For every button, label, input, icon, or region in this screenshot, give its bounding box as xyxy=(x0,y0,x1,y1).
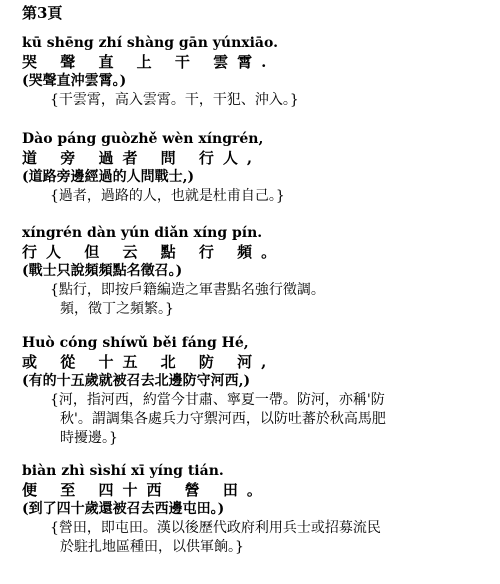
annotation-line: {營田，即屯田。漢以後歷代政府利用兵士或招募流民 xyxy=(50,520,381,536)
annotation xyxy=(22,519,492,557)
annotation-line: {干雲霄，高入雲霄。干，干犯、沖入。} xyxy=(50,92,299,108)
verse-block xyxy=(22,224,492,319)
modern-translation: (哭聲直沖雲霄。) xyxy=(22,73,127,89)
annotation xyxy=(22,281,492,319)
annotation-line: 頻，徵丁之頻繁。} xyxy=(60,301,174,317)
modern-translation: (有的十五歲就被召去北邊防守河西,) xyxy=(22,373,251,389)
annotation xyxy=(22,391,492,448)
annotation-line: 於駐扎地區種田，以供軍餉。} xyxy=(60,539,244,555)
hanzi-line: 道 旁 過者 問 行人, xyxy=(22,149,262,167)
annotation-line: {河，指河西，約當今甘肅、寧夏一帶。防河，亦稱'防 xyxy=(50,392,385,408)
annotation-line: {點行，即按戶籍編造之軍書點名強行徵調。 xyxy=(50,282,325,298)
pinyin-line: Dào páng guòzhě wèn xíngrén, xyxy=(22,131,264,147)
annotation-line: 時擾邊。} xyxy=(60,430,118,446)
modern-translation: (到了四十歲還被召去西邊屯田。) xyxy=(22,501,225,517)
modern-translation: (道路旁邊經過的人問戰士,) xyxy=(22,169,195,185)
hanzi-line: 便 至 四十西 營 田。 xyxy=(22,481,271,499)
annotation xyxy=(22,187,492,206)
verse-block xyxy=(22,34,492,110)
pinyin-line: biàn zhì sìshí xī yíng tián. xyxy=(22,463,224,479)
pinyin-line: xíngrén dàn yún diǎn xíng pín. xyxy=(22,225,263,241)
verse-block xyxy=(22,130,492,206)
hanzi-line: 行人 但 云 點 行 頻。 xyxy=(22,243,286,261)
modern-translation: (戰士只說頻頻點名徵召。) xyxy=(22,263,183,279)
hanzi-line: 或 從 十五 北 防 河, xyxy=(22,353,276,371)
pinyin-line: kū shēng zhí shàng gān yúnxiāo. xyxy=(22,35,278,51)
annotation xyxy=(22,91,492,110)
annotation-line: {過者，過路的人，也就是杜甫自己。} xyxy=(50,188,285,204)
page-label: 第3頁 xyxy=(22,4,63,22)
verse-block xyxy=(22,462,492,557)
verse-block xyxy=(22,334,492,448)
pinyin-line: Huò cóng shíwǔ běi fáng Hé, xyxy=(22,335,249,351)
hanzi-line: 哭 聲 直 上 干 雲霄. xyxy=(22,53,276,71)
annotation-line: 秋'。謂調集各處兵力守禦河西，以防吐蕃於秋高馬肥 xyxy=(60,411,386,427)
